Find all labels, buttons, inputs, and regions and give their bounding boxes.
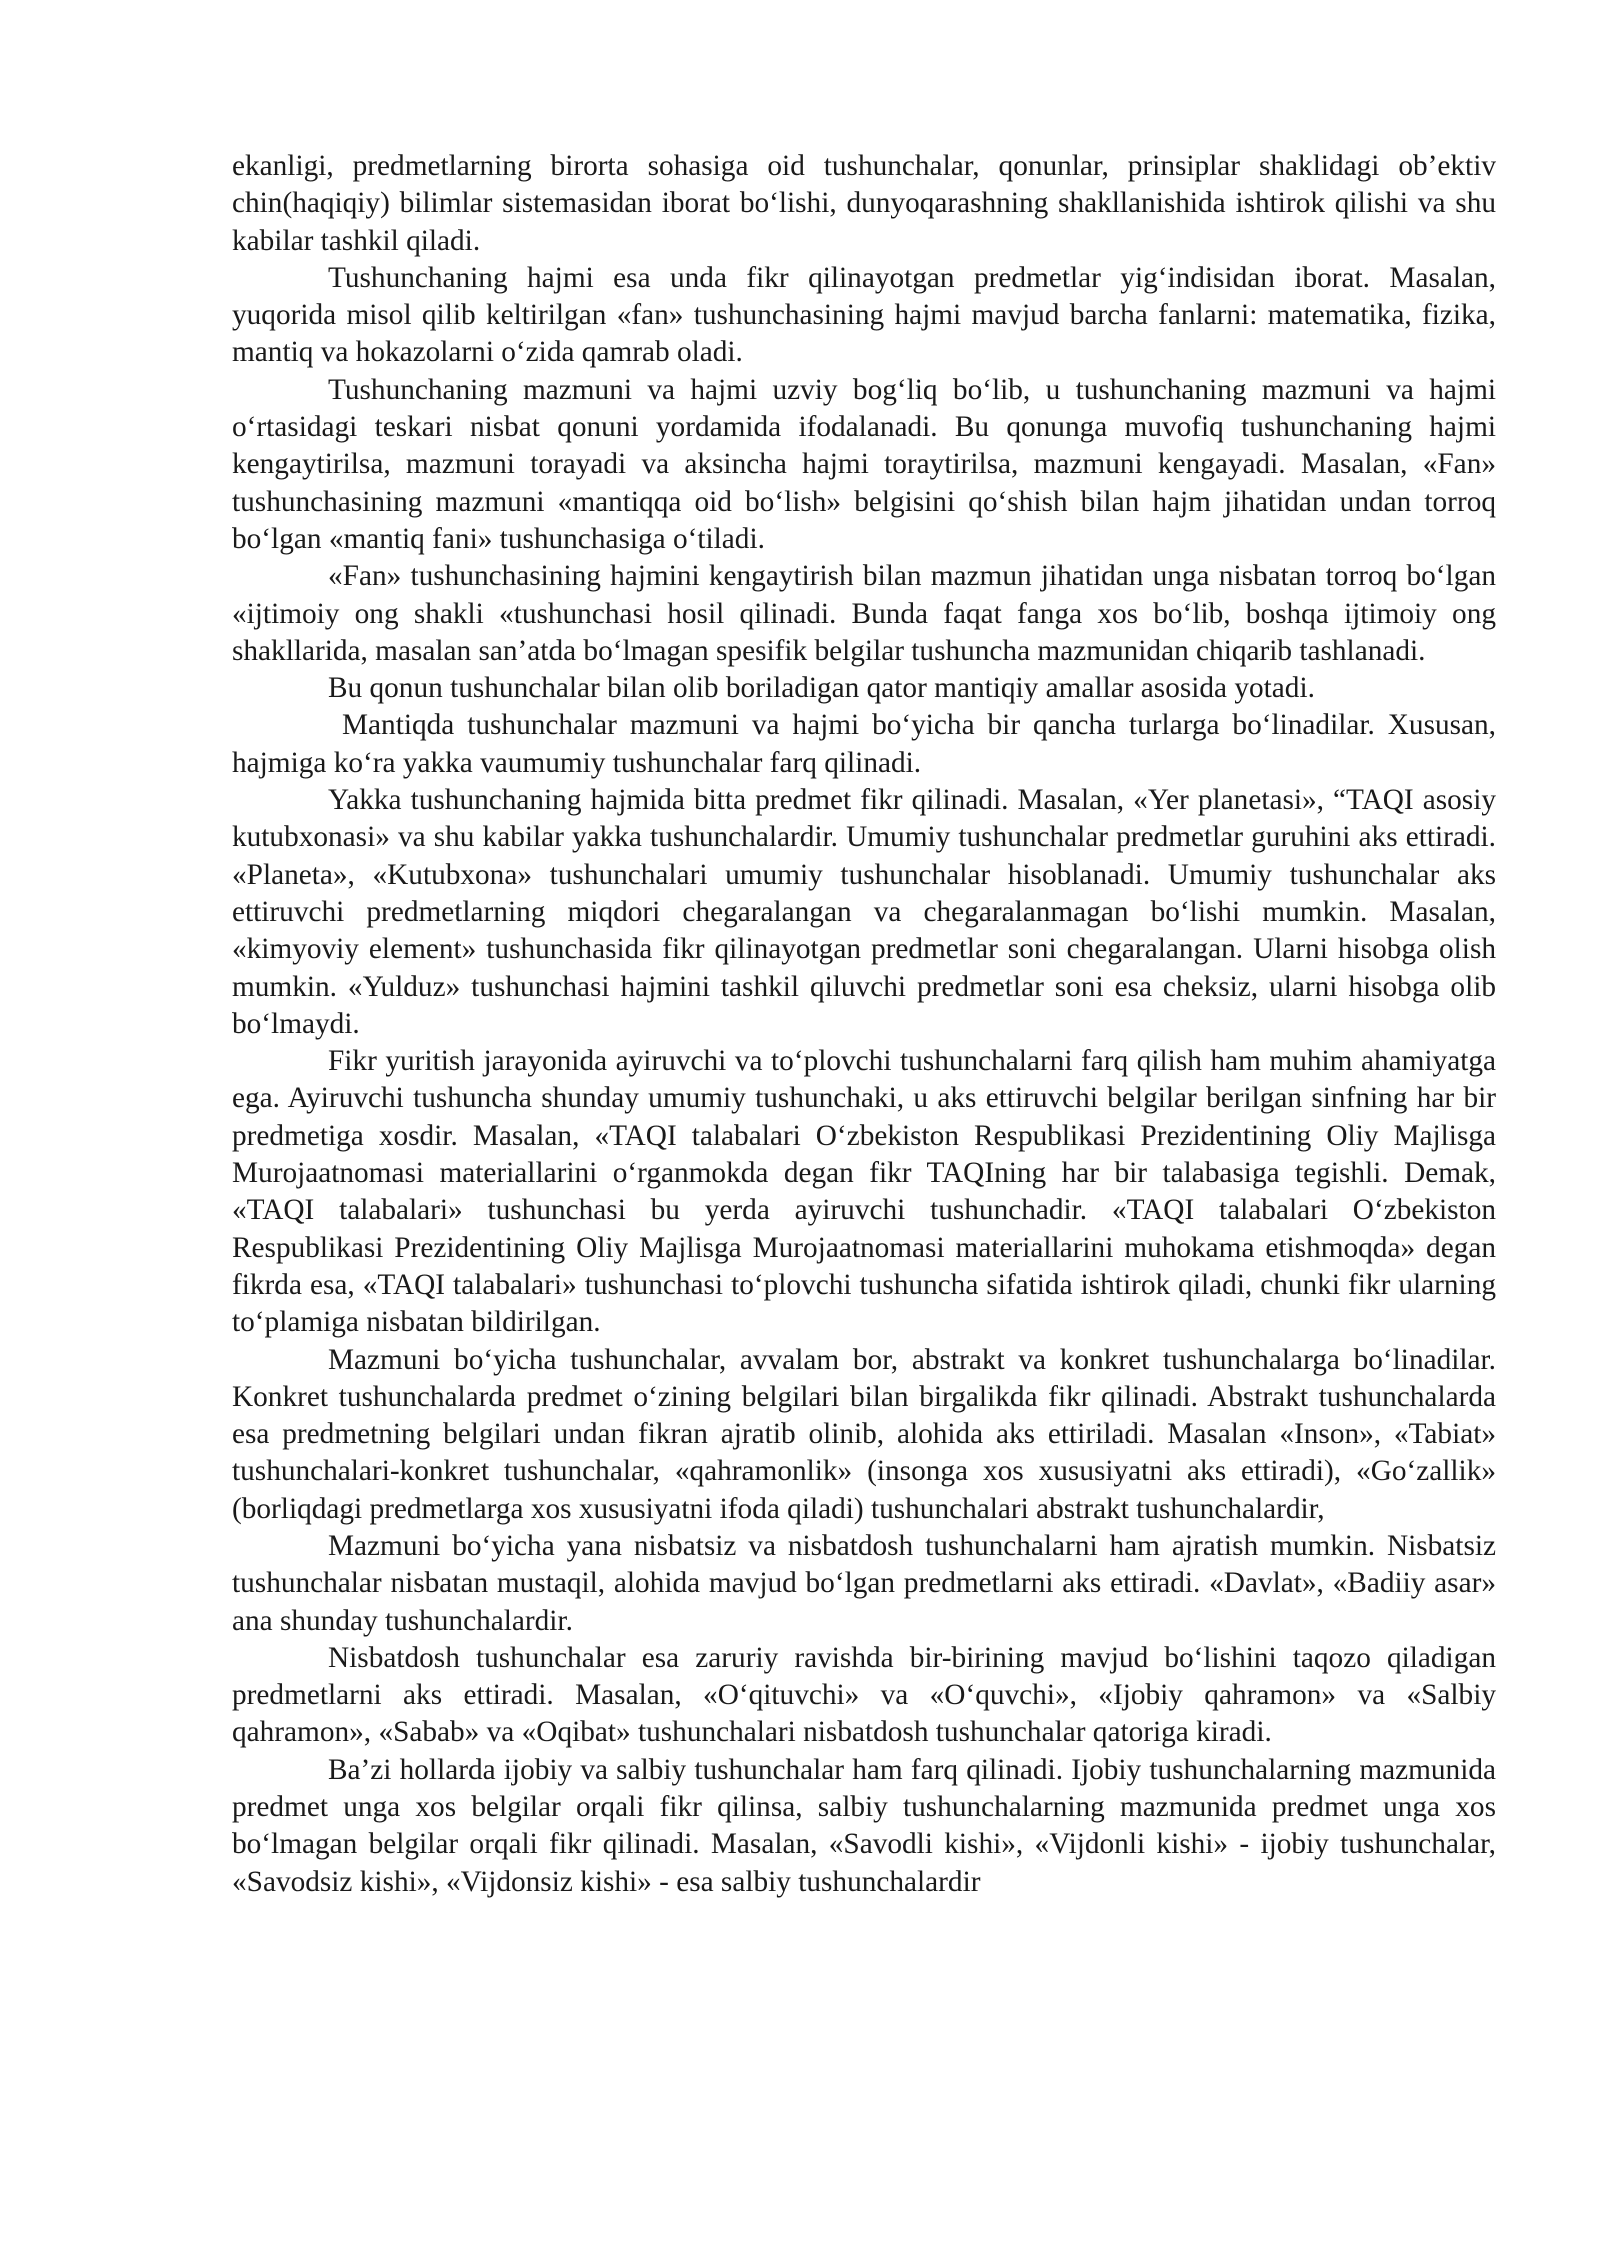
paragraph: Mazmuni bo‘yicha tushunchalar, avvalam bor, abstrakt va konkret tushunchalarga bo‘linadilar. Konkret tushunchalarda predmet o‘zining belgilari bilan birgalikda fikr qilinadi. Abstrakt tushunchalarda esa predmetning belgilari undan fikran ajratib olinib, alohida aks ettiriladi. Masalan «Inson», «Tabiat» tushunchalari-konkret tushunchalar, «qahramonlik» (insonga xos xususiyatni aks ettiradi), «Go‘zallik» (borliqdagi predmetlarga xos xususiyatni ifoda qiladi) tushunchalari abstrakt tushunchalardir, xyxy=(232,1343,1496,1525)
paragraph: Ba’zi hollarda ijobiy va salbiy tushunchalar ham farq qilinadi. Ijobiy tushunchalarning mazmunida predmet unga xos belgilar orqali fikr qilinsa, salbiy tushunchalarning mazmunida predmet unga xos bo‘lmagan belgilar orqali fikr qilinadi. Masalan, «Savodli kishi», «Vijdonli kishi» - ijobiy tushunchalar, «Savodsiz kishi», «Vijdonsiz kishi» - esa salbiy tushunchalardir xyxy=(232,1753,1496,1898)
paragraph: Nisbatdosh tushunchalar esa zaruriy ravishda bir-birining mavjud bo‘lishini taqozo qiladigan predmetlarni aks ettiradi. Masalan, «O‘qituvchi» va «O‘quvchi», «Ijobiy qahramon» va «Salbiy qahramon», «Sabab» va «Oqibat» tushunchalari nisbatdosh tushunchalar qatoriga kiradi. xyxy=(232,1641,1496,1749)
paragraph: «Fan» tushunchasining hajmini kengaytirish bilan mazmun jihatidan unga nisbatan torroq bo‘lgan «ijtimoiy ong shakli «tushunchasi hosil qilinadi. Bunda faqat fanga xos bo‘lib, boshqa ijtimoiy ong shakllarida, masalan san’atda bo‘lmagan spesifik belgilar tushuncha mazmunidan chiqarib tashlanadi. xyxy=(232,560,1496,667)
paragraph: Tushunchaning hajmi esa unda fikr qilinayotgan predmetlar yig‘indisidan iborat. Masalan, yuqorida misol qilib keltirilgan «fan» tushunchasining hajmi mavjud barcha fanlarni: matematika, fizika, mantiq va hokazolarni o‘zida qamrab oladi. xyxy=(232,261,1496,369)
paragraph: Tushunchaning mazmuni va hajmi uzviy bog‘liq bo‘lib, u tushunchaning mazmuni va hajmi o‘rtasidagi teskari nisbat qonuni yordamida ifodalanadi. Bu qonunga muvofiq tushunchaning hajmi kengaytirilsa, mazmuni torayadi va aksincha hajmi toraytirilsa, mazmuni kengayadi. Masalan, «Fan» tushunchasining mazmuni «mantiqqa oid bo‘lish» belgisini qo‘shish bilan hajm jihatidan undan torroq bo‘lgan «mantiq fani» tushunchasiga o‘tiladi. xyxy=(232,373,1496,555)
paragraph: Mantiqda tushunchalar mazmuni va hajmi bo‘yicha bir qancha turlarga bo‘linadilar. Xususan, hajmiga ko‘ra yakka vaumumiy tushunchalar farq qilinadi. xyxy=(232,709,1496,779)
paragraph: Mazmuni bo‘yicha yana nisbatsiz va nisbatdosh tushunchalarni ham ajratish mumkin. Nisbatsiz tushunchalar nisbatan mustaqil, alohida mavjud bo‘lgan predmetlarni aks ettiradi. «Davlat», «Badiiy asar» ana shunday tushunchalardir. xyxy=(232,1529,1496,1637)
document-body xyxy=(232,148,1496,1901)
paragraph-continuation: ekanligi, predmetlarning birorta sohasiga oid tushunchalar, qonunlar, prinsiplar shaklidagi ob’ektiv chin(haqiqiy) bilimlar sistemasidan iborat bo‘lishi, dunyoqarashning shakllanishida ishtirok qilishi va shu kabilar tashkil qiladi. xyxy=(232,150,1496,257)
paragraph: Fikr yuritish jarayonida ayiruvchi va to‘plovchi tushunchalarni farq qilish ham muhim ahamiyatga ega. Ayiruvchi tushuncha shunday umumiy tushunchaki, u aks ettiruvchi belgilar berilgan sinfning har bir predmetiga xosdir. Masalan, «TAQI talabalari O‘zbekiston Respublikasi Prezidentining Oliy Majlisga Murojaatnomasi materiallarini o‘rganmokda degan fikr TAQIning har bir talabasiga tegishli. Demak, «TAQI talabalari» tushunchasi bu yerda ayiruvchi tushunchadir. «TAQI talabalari O‘zbekiston Respublikasi Prezidentining Oliy Majlisga Murojaatnomasi materiallarini muhokama etishmoqda» degan fikrda esa, «TAQI talabalari» tushunchasi to‘plovchi tushuncha sifatida ishtirok qiladi, chunki fikr ularning to‘plamiga nisbatan bildirilgan. xyxy=(232,1045,1496,1339)
paragraph: Bu qonun tushunchalar bilan olib boriladigan qator mantiqiy amallar asosida yotadi. xyxy=(328,672,1315,705)
paragraph: Yakka tushunchaning hajmida bitta predmet fikr qilinadi. Masalan, «Yer planetasi», “TAQI asosiy kutubxonasi» va shu kabilar yakka tushunchalardir. Umumiy tushunchalar predmetlar guruhini aks ettiradi. «Planeta», «Kutubxona» tushunchalari umumiy tushunchalar hisoblanadi. Umumiy tushunchalar aks ettiruvchi predmetlarning miqdori chegaralangan va chegaralanmagan bo‘lishi mumkin. Masalan, «kimyoviy element» tushunchasida fikr qilinayotgan predmetlar soni chegaralangan. Ularni hisobga olish mumkin. «Yulduz» tushunchasi hajmini tashkil qiluvchi predmetlar soni esa cheksiz, ularni hisobga olib bo‘lmaydi. xyxy=(232,784,1496,1040)
